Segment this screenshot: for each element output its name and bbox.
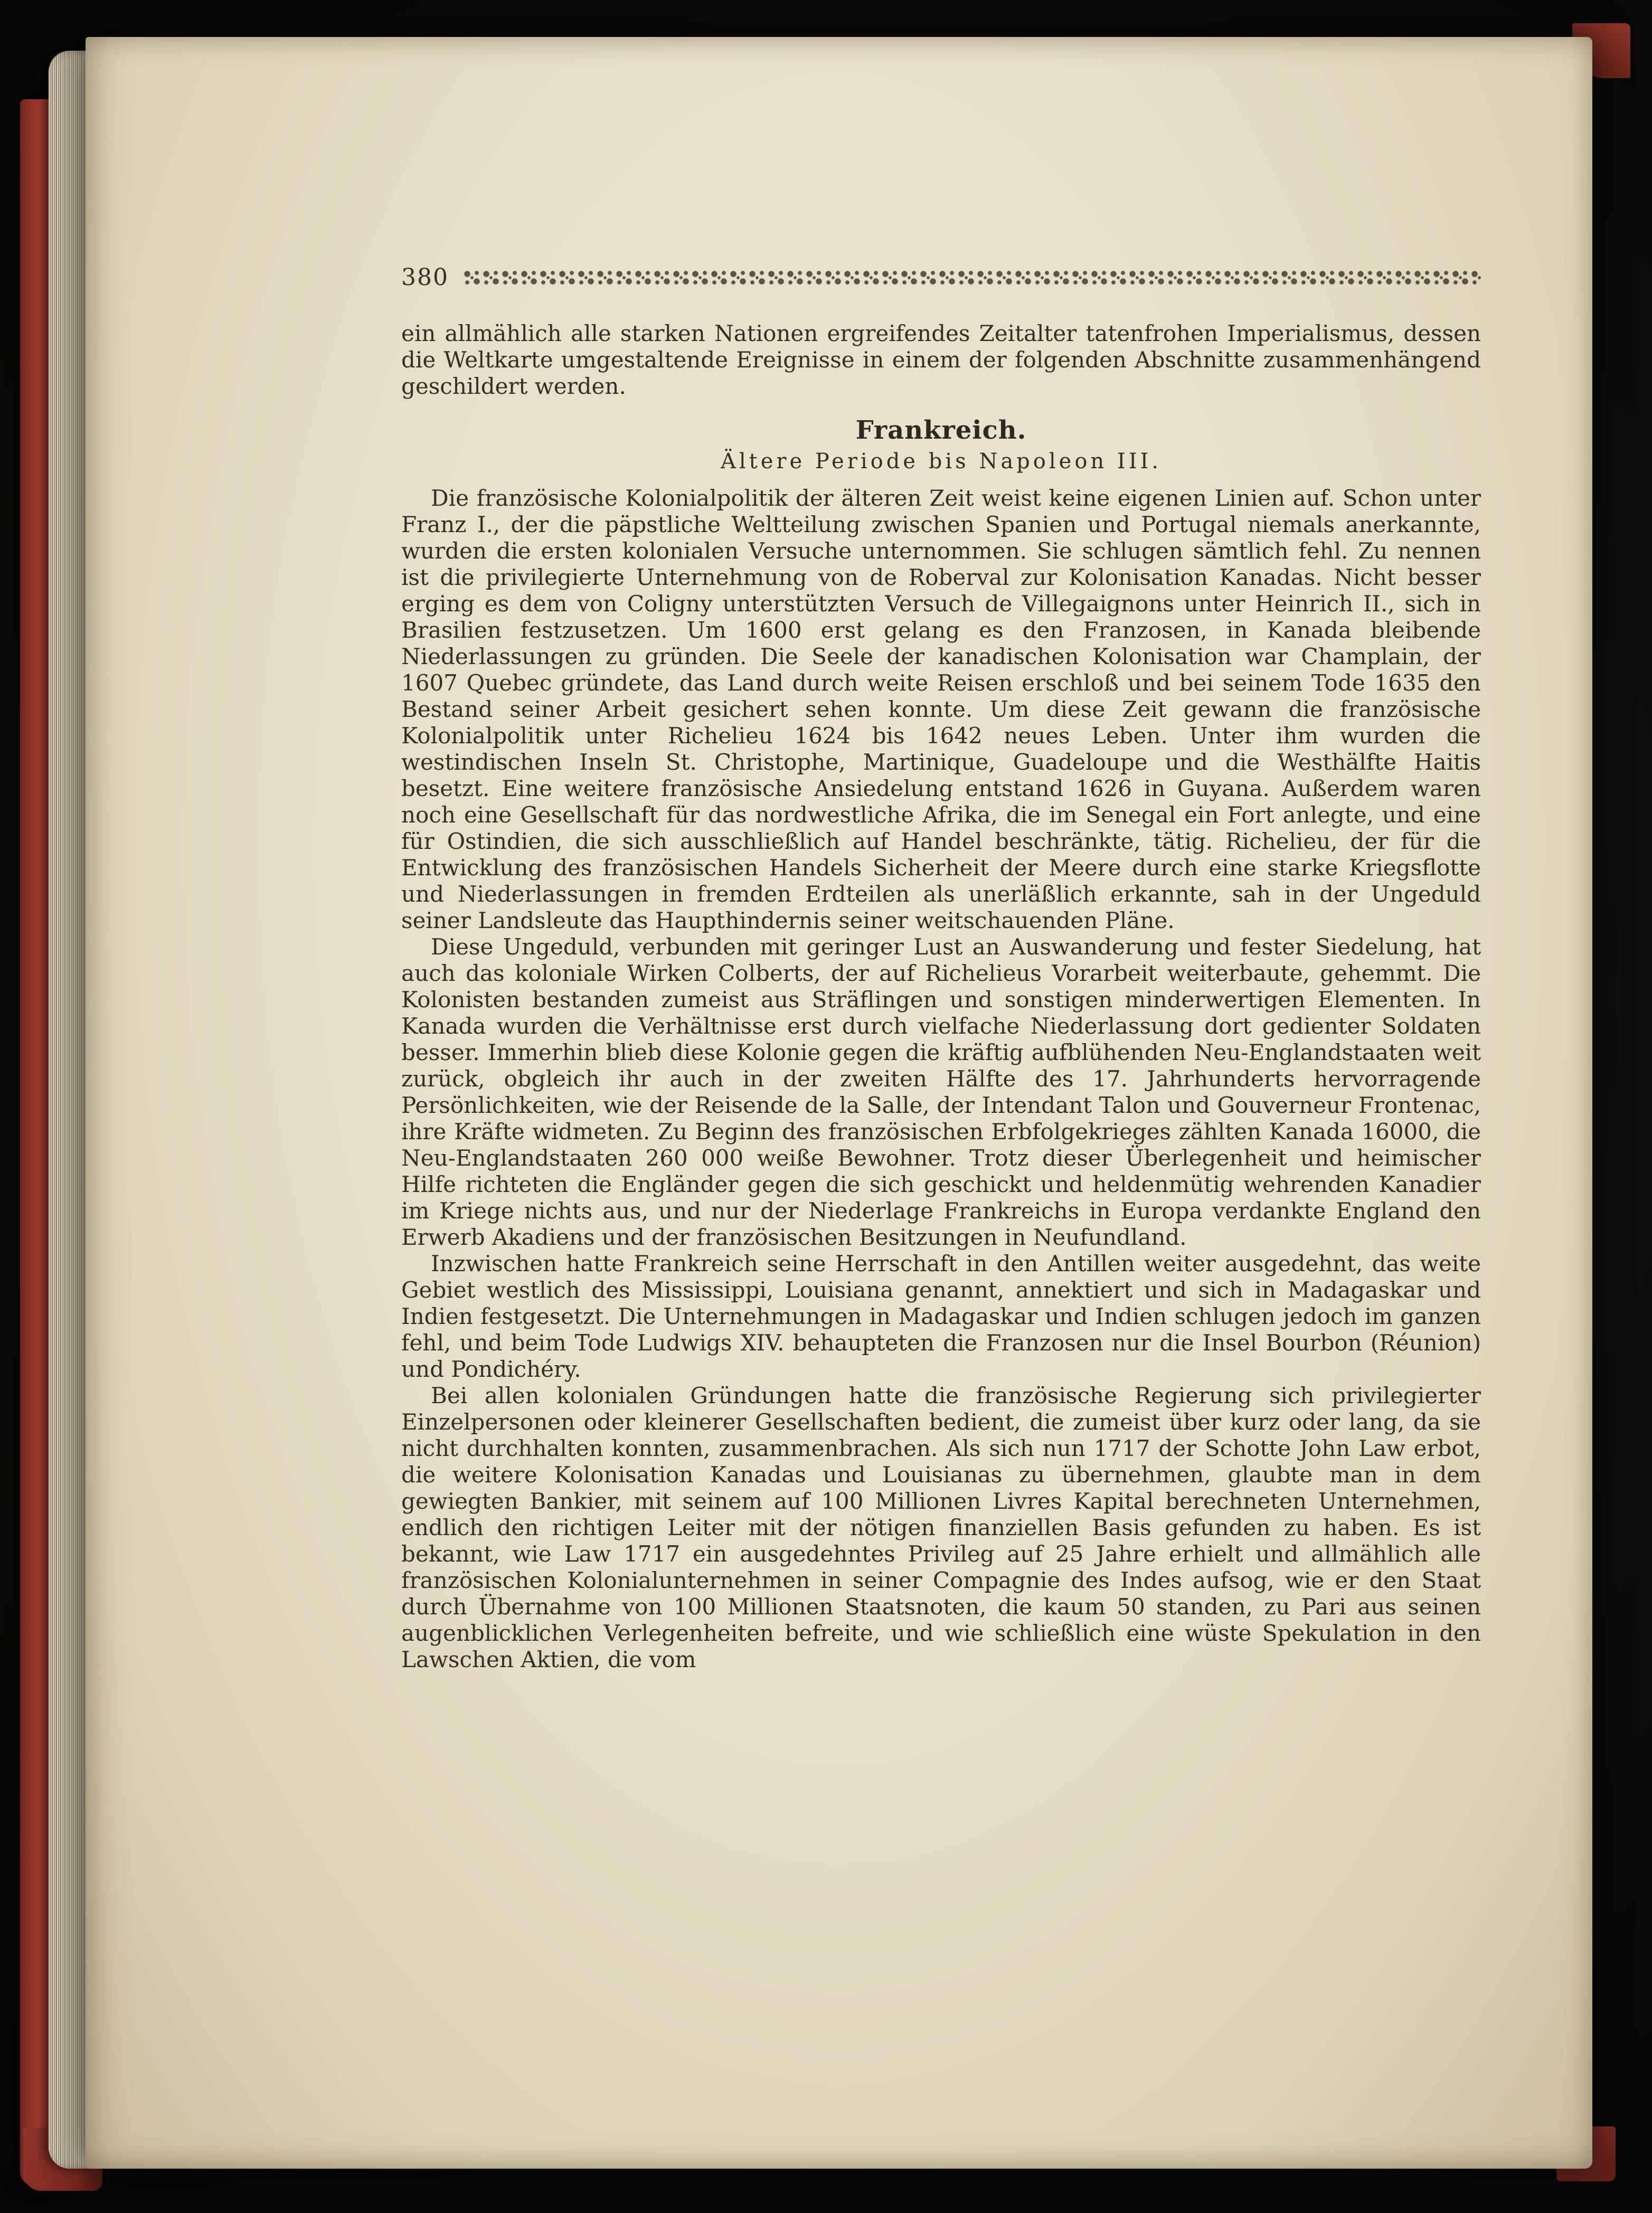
chapter-heading: Frankreich. — [855, 415, 1027, 445]
paragraph-2: Diese Ungeduld, verbunden mit geringer Lust an Auswanderung und fester Siedelung, hat auch das koloniale Wirken Colberts, der auf Richelieus Vorarbeit weiterbaute, gehemmt. Die Kolonisten bestanden zumeist aus Sträflingen und sonstigen minderwertigen Elementen. In Kanada wurden die Verhältnisse erst durch vielfache Niederlassung dort gedienter Soldaten besser. Immerhin blieb diese Kolonie gegen die kräftig aufblühenden Neu-Englandstaaten weit zurück, obgleich ihr auch in der zweiten Hälfte des 17. Jahrhunderts hervorragende Persönlichkeiten, wie der Reisende de la Salle, der Intendant Talon und Gouverneur Frontenac, ihre Kräfte widmeten. Zu Beginn des französischen Erbfolgekrieges zählten Kanada 16000, die Neu-Englandstaaten 260 000 weiße Bewohner. Trotz dieser Überlegenheit und heimischer Hilfe richteten die Engländer gegen die sich geschickt und heldenmütig wehrenden Kanadier im Kriege nichts aus, und nur der Niederlage Frankreichs in Europa verdankte England den Erwerb Akadiens und der französischen Besitzungen in Neufundland. — [401, 934, 1481, 1250]
page-number: 380 — [401, 264, 449, 291]
ornament-band — [462, 269, 1481, 287]
section-subheading: Ältere Periode bis Napoleon III. — [720, 449, 1162, 474]
paragraph-1: Die französische Kolonialpolitik der älteren Zeit weist keine eigenen Linien auf. Schon unter Franz I., der die päpstliche Weltteilung zwischen Spanien und Portugal niemals anerkannte, wurden die ersten kolonialen Versuche unternommen. Sie schlugen sämtlich fehl. Zu nennen ist die privilegierte Unternehmung von de Roberval zur Kolonisation Kanadas. Nicht besser erging es dem von Coligny unterstützten Versuch de Villegaignons unter Heinrich II., sich in Brasilien festzusetzen. Um 1600 erst gelang es den Franzosen, in Kanada bleibende Niederlassungen zu gründen. Die Seele der kanadischen Kolonisation war Champlain, der 1607 Quebec gründete, das Land durch weite Reisen erschloß und bei seinem Tode 1635 den Bestand seiner Arbeit gesichert sehen konnte. Um diese Zeit gewann die französische Kolonialpolitik unter Richelieu 1624 bis 1642 neues Leben. Unter ihm wurden die westindischen Inseln St. Christophe, Martinique, Guadeloupe und die Westhälfte Haitis besetzt. Eine weitere französische Ansiedelung entstand 1626 in Guyana. Außerdem waren noch eine Gesellschaft für das nordwestliche Afrika, die im Senegal ein Fort anlegte, und eine für Ostindien, die sich ausschließlich auf Handel beschränkte, tätig. Richelieu, der für die Entwicklung des französischen Handels Sicherheit der Meere durch eine starke Kriegsflotte und Niederlassungen in fremden Erdteilen als unerläßlich erkannte, sah in der Ungeduld seiner Landsleute das Haupthindernis seiner weitschauenden Pläne. — [401, 485, 1481, 933]
page-header — [401, 264, 1481, 291]
paragraph-3: Inzwischen hatte Frankreich seine Herrschaft in den Antillen weiter ausgedehnt, das weite Gebiet westlich des Mississippi, Louisiana genannt, annektiert und sich in Madagaskar und Indien festgesetzt. Die Unternehmungen in Madagaskar und Indien schlugen jedoch im ganzen fehl, und beim Tode Ludwigs XIV. behaupteten die Franzosen nur die Insel Bourbon (Réunion) und Pondichéry. — [401, 1251, 1481, 1382]
paragraph-4: Bei allen kolonialen Gründungen hatte die französische Regierung sich privilegierter Einzelpersonen oder kleinerer Gesellschaften bedient, die zumeist über kurz oder lang, da sie nicht durchhalten konnten, zusammenbrachen. Als sich nun 1717 der Schotte John Law erbot, die weitere Kolonisation Kanadas und Louisianas zu übernehmen, glaubte man in dem gewiegten Bankier, mit seinem auf 100 Millionen Livres Kapital berechneten Unternehmen, endlich den richtigen Leiter mit der nötigen finanziellen Basis gefunden zu haben. Es ist bekannt, wie Law 1717 ein ausgedehntes Privileg auf 25 Jahre erhielt und allmählich alle französischen Kolonialunternehmen in seiner Compagnie des Indes aufsog, wie er den Staat durch Übernahme von 100 Millionen Staatsnoten, die kaum 50 standen, zu Pari aus seinen augenblicklichen Verlegenheiten befreite, und wie schließlich eine wüste Spekulation in den Lawschen Aktien, die vom — [401, 1383, 1481, 1672]
paragraph-intro: ein allmählich alle starken Nationen ergreifendes Zeitalter tatenfrohen Imperialismus, dessen die Weltkarte umgestaltende Ereignisse in einem der folgenden Abschnitte zusammenhängend geschildert werden. — [401, 320, 1481, 399]
book-page — [86, 37, 1592, 2169]
page-content — [86, 37, 1592, 2169]
